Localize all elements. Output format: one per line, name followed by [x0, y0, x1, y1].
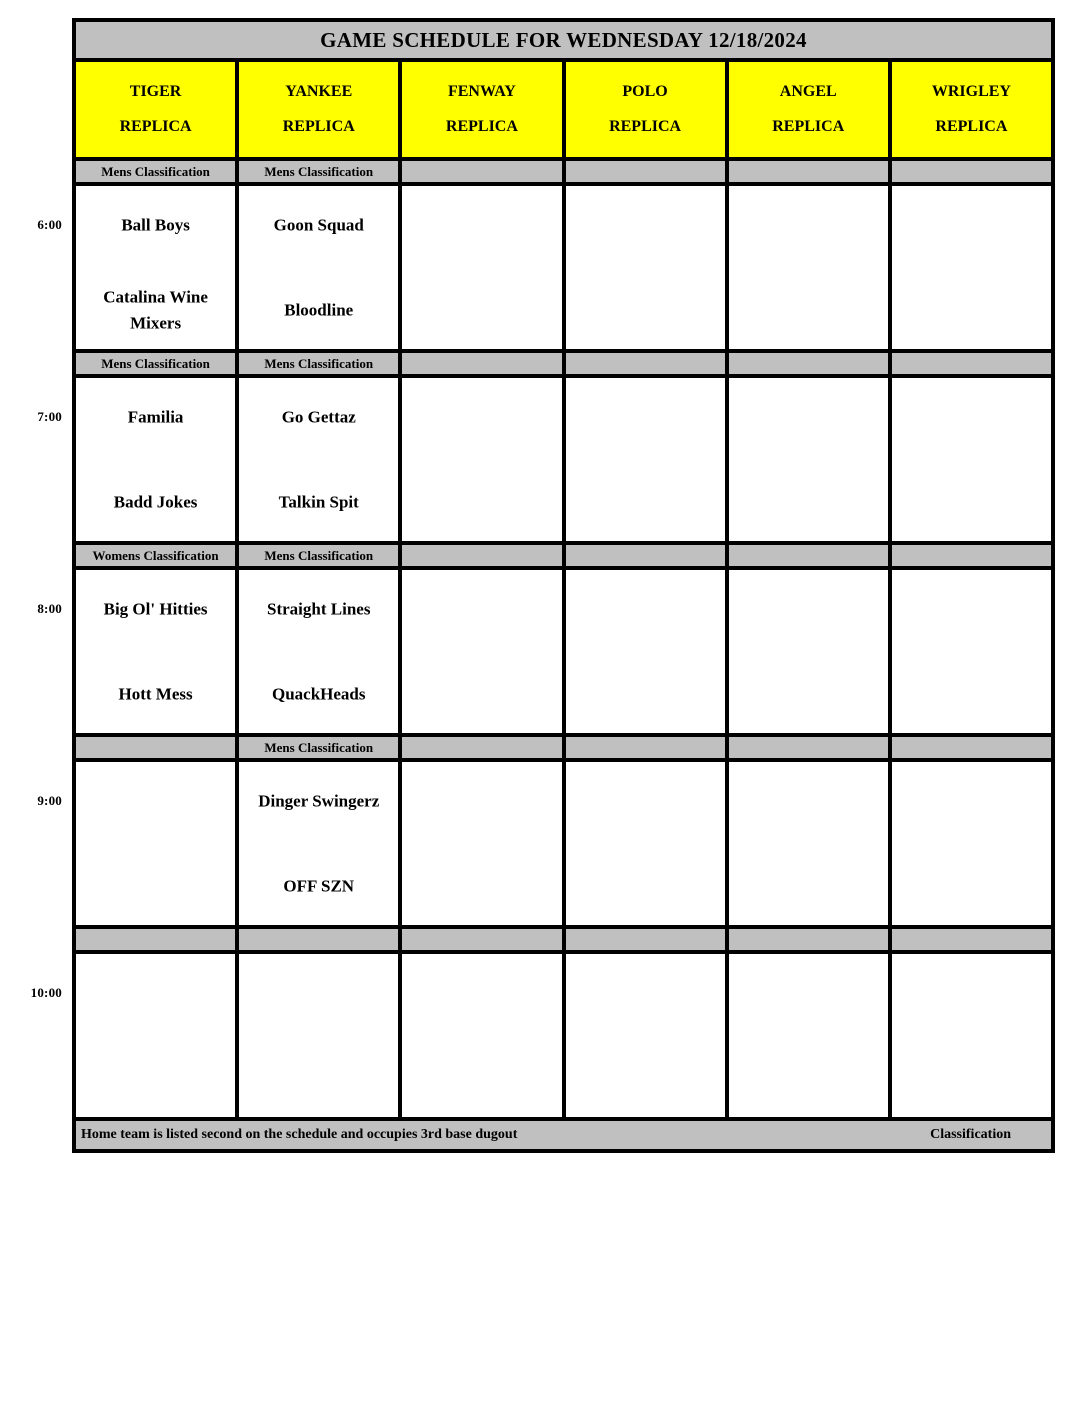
- venue-name: TIGER: [129, 83, 182, 100]
- venue-name: FENWAY: [447, 83, 516, 100]
- schedule-title: GAME SCHEDULE FOR WEDNESDAY 12/18/2024: [76, 22, 1051, 58]
- venue-type: REPLICA: [445, 118, 518, 135]
- classification-cell: [76, 737, 235, 758]
- classification-cell: [566, 545, 725, 566]
- game-cell: [239, 954, 398, 1117]
- classification-cell: [729, 353, 888, 374]
- game-cell: [729, 570, 888, 733]
- venue-name: YANKEE: [285, 83, 353, 100]
- game-cell: [566, 186, 725, 349]
- classification-cell: Mens Classification: [76, 161, 235, 182]
- footer-bar: [76, 1121, 1051, 1149]
- classification-cell: Mens Classification: [239, 545, 398, 566]
- team-name-home: Catalina Wine Mixers: [103, 287, 208, 332]
- time-label: 10:00: [30, 985, 62, 1000]
- venue-name: WRIGLEY: [931, 83, 1011, 100]
- venue-type: REPLICA: [282, 118, 355, 135]
- venue-header-fenway: [402, 62, 561, 157]
- classification-cell: [402, 545, 561, 566]
- team-name-away: Go Gettaz: [281, 407, 356, 427]
- game-cell: [566, 570, 725, 733]
- game-cell: [729, 954, 888, 1117]
- game-cell: [566, 378, 725, 541]
- team-name-home: QuackHeads: [271, 684, 366, 704]
- game-cell: [892, 762, 1051, 925]
- venue-header-wrigley: [892, 62, 1051, 157]
- game-cell: [76, 378, 235, 541]
- game-cell: [566, 762, 725, 925]
- game-cell: [76, 570, 235, 733]
- classification-cell: [729, 737, 888, 758]
- game-cell: [402, 762, 561, 925]
- time-label: 7:00: [37, 409, 62, 424]
- game-cell: [239, 570, 398, 733]
- classification-cell: [892, 737, 1051, 758]
- classification-cell: [566, 929, 725, 950]
- game-cell: [892, 378, 1051, 541]
- classification-cell: Mens Classification: [239, 161, 398, 182]
- time-label: 8:00: [37, 601, 62, 616]
- classification-cell: Mens Classification: [239, 353, 398, 374]
- classification-cell: Mens Classification: [76, 353, 235, 374]
- classification-cell: [566, 737, 725, 758]
- classification-cell: [729, 161, 888, 182]
- game-cell: [402, 954, 561, 1117]
- classification-cell: [76, 929, 235, 950]
- classification-cell: [729, 545, 888, 566]
- footer-classification-label: Classification: [930, 1127, 1011, 1142]
- classification-cell: [566, 161, 725, 182]
- venue-header-angel: [729, 62, 888, 157]
- team-name-away: Goon Squad: [273, 215, 364, 235]
- game-cell: [76, 954, 235, 1117]
- classification-cell: [239, 929, 398, 950]
- game-cell: [892, 954, 1051, 1117]
- venue-type: REPLICA: [609, 118, 682, 135]
- schedule-table: [72, 18, 1055, 1153]
- game-cell: [729, 186, 888, 349]
- game-cell: [729, 378, 888, 541]
- classification-cell: [892, 161, 1051, 182]
- venue-header-tiger: [76, 62, 235, 157]
- game-cell: [76, 762, 235, 925]
- team-name-away: Familia: [127, 407, 184, 427]
- classification-cell: [402, 161, 561, 182]
- team-name-home: Talkin Spit: [278, 492, 359, 512]
- game-cell: [402, 186, 561, 349]
- classification-cell: [402, 737, 561, 758]
- game-cell: [76, 186, 235, 349]
- classification-cell: [566, 353, 725, 374]
- classification-cell: [402, 929, 561, 950]
- game-cell: [729, 762, 888, 925]
- game-cell: [892, 570, 1051, 733]
- team-name-away: Ball Boys: [121, 215, 190, 235]
- footer-note: Home team is listed second on the schedule and occupies 3rd base dugout: [81, 1127, 518, 1142]
- game-cell: [402, 570, 561, 733]
- venue-name: POLO: [622, 83, 668, 100]
- classification-cell: Mens Classification: [239, 737, 398, 758]
- venue-header-polo: [566, 62, 725, 157]
- game-cell: [239, 378, 398, 541]
- game-cell: [239, 762, 398, 925]
- team-name-away: Dinger Swingerz: [258, 791, 380, 811]
- game-cell: [402, 378, 561, 541]
- team-name-away: Big Ol' Hitties: [103, 599, 208, 619]
- team-name-away: Straight Lines: [267, 599, 371, 619]
- team-name-home: Bloodline: [284, 300, 354, 320]
- venue-header-yankee: [239, 62, 398, 157]
- time-label: 6:00: [37, 217, 62, 232]
- classification-cell: [892, 353, 1051, 374]
- classification-cell: Womens Classification: [76, 545, 235, 566]
- venue-type: REPLICA: [119, 118, 192, 135]
- venue-name: ANGEL: [779, 83, 837, 100]
- time-label: 9:00: [37, 793, 62, 808]
- team-name-home: OFF SZN: [283, 876, 355, 896]
- game-cell: [239, 186, 398, 349]
- classification-cell: [892, 929, 1051, 950]
- classification-cell: [402, 353, 561, 374]
- venue-type: REPLICA: [772, 118, 845, 135]
- venue-type: REPLICA: [935, 118, 1008, 135]
- classification-cell: [892, 545, 1051, 566]
- game-cell: [566, 954, 725, 1117]
- team-name-home: Badd Jokes: [113, 492, 198, 512]
- team-name-home: Hott Mess: [118, 684, 193, 704]
- game-cell: [892, 186, 1051, 349]
- classification-cell: [729, 929, 888, 950]
